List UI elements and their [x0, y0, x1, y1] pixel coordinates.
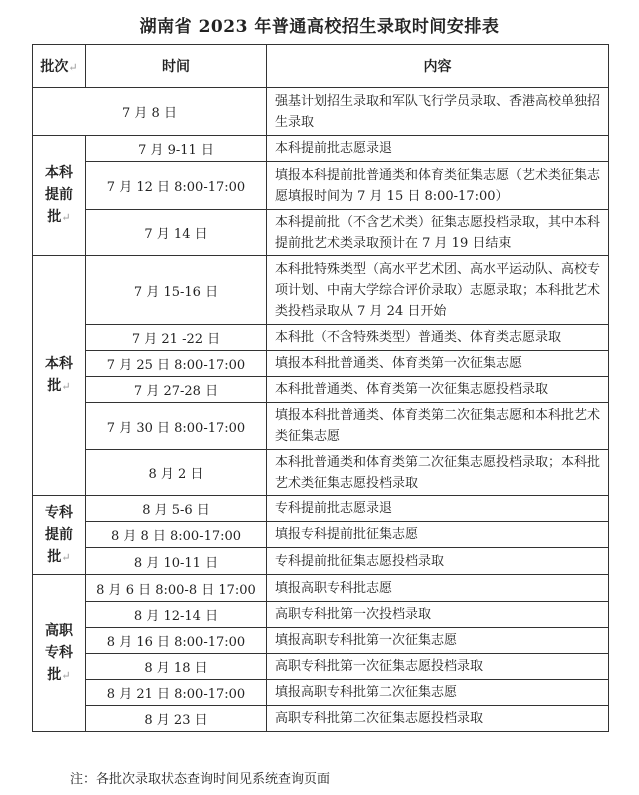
time-cell: 7 月 9-11 日	[86, 136, 267, 162]
table-row	[33, 628, 609, 654]
time-cell: 7 月 14 日	[86, 210, 267, 256]
header-content: 内容	[267, 45, 609, 88]
time-cell: 7 月 27-28 日	[86, 377, 267, 403]
time-cell: 8 月 2 日	[86, 450, 267, 496]
table-row	[33, 654, 609, 680]
time-cell: 8 月 5-6 日	[86, 496, 267, 522]
table-row	[33, 403, 609, 450]
time-cell: 8 月 8 日 8:00-17:00	[86, 522, 267, 548]
batch-cell-benke-tiqian: 本科 提前 批↵	[33, 136, 86, 256]
table-row	[33, 602, 609, 628]
time-cell: 8 月 10-11 日	[86, 548, 267, 575]
content-cell: 高职专科批第一次投档录取	[267, 602, 609, 628]
content-cell: 填报高职专科批第一次征集志愿	[267, 628, 609, 654]
content-cell: 本科批特殊类型（高水平艺术团、高水平运动队、高校专项计划、中南大学综合评价录取）志愿录取；本科批艺术类投档录取从 7 月 24 日开始	[267, 256, 609, 325]
footnote: 注：各批次录取状态查询时间见系统查询页面	[70, 772, 331, 787]
schedule-table	[32, 44, 609, 732]
content-cell: 填报本科提前批普通类和体育类征集志愿（艺术类征集志愿填报时间为 7 月 15 日 8:00-17:00）	[267, 162, 609, 210]
table-row	[33, 325, 609, 351]
table-row	[33, 522, 609, 548]
table-row	[33, 575, 609, 602]
table-row	[33, 706, 609, 732]
batch-cell-benke: 本科 批↵	[33, 256, 86, 496]
table-row	[33, 680, 609, 706]
content-cell: 本科提前批志愿录退	[267, 136, 609, 162]
content-cell: 本科批普通类和体育类第二次征集志愿投档录取；本科批艺术类征集志愿投档录取	[267, 450, 609, 496]
content-cell: 专科提前批志愿录退	[267, 496, 609, 522]
content-cell: 填报本科批普通类、体育类第一次征集志愿	[267, 351, 609, 377]
content-cell: 本科批（不含特殊类型）普通类、体育类志愿录取	[267, 325, 609, 351]
page-title: 湖南省 2023 年普通高校招生录取时间安排表	[139, 17, 500, 37]
time-cell: 7 月 15-16 日	[86, 256, 267, 325]
time-cell: 7 月 12 日 8:00-17:00	[86, 162, 267, 210]
table-row	[33, 210, 609, 256]
time-cell: 8 月 12-14 日	[86, 602, 267, 628]
content-cell: 本科批普通类、体育类第一次征集志愿投档录取	[267, 377, 609, 403]
header-batch: 批次↵	[33, 45, 86, 88]
content-cell: 高职专科批第二次征集志愿投档录取	[267, 706, 609, 732]
table-row	[33, 136, 609, 162]
time-cell: 7 月 21 -22 日	[86, 325, 267, 351]
time-cell: 8 月 6 日 8:00-8 日 17:00	[86, 575, 267, 602]
content-cell: 高职专科批第一次征集志愿投档录取	[267, 654, 609, 680]
time-cell: 8 月 16 日 8:00-17:00	[86, 628, 267, 654]
content-cell: 填报高职专科批志愿	[267, 575, 609, 602]
table-row	[33, 351, 609, 377]
content-cell: 填报高职专科批第二次征集志愿	[267, 680, 609, 706]
content-cell: 本科提前批（不含艺术类）征集志愿投档录取，其中本科提前批艺术类录取预计在 7 月 19 日结束	[267, 210, 609, 256]
time-cell: 7 月 30 日 8:00-17:00	[86, 403, 267, 450]
table-row	[33, 377, 609, 403]
content-cell: 填报专科提前批征集志愿	[267, 522, 609, 548]
table-row	[33, 548, 609, 575]
header-time: 时间	[86, 45, 267, 88]
table-row	[33, 450, 609, 496]
time-cell: 8 月 21 日 8:00-17:00	[86, 680, 267, 706]
header-row	[33, 45, 609, 88]
time-cell: 8 月 18 日	[86, 654, 267, 680]
content-cell: 专科提前批征集志愿投档录取	[267, 548, 609, 575]
batch-cell-zhuanke-tiqian: 专科 提前 批↵	[33, 496, 86, 575]
content-cell: 填报本科批普通类、体育类第二次征集志愿和本科批艺术类征集志愿	[267, 403, 609, 450]
table-row	[33, 162, 609, 210]
batch-cell-gaozhi-zhuanke: 高职 专科 批↵	[33, 575, 86, 732]
time-cell: 7 月 25 日 8:00-17:00	[86, 351, 267, 377]
table-row	[33, 88, 609, 136]
time-cell: 8 月 23 日	[86, 706, 267, 732]
table-row	[33, 496, 609, 522]
table-row	[33, 256, 609, 325]
time-cell: 7 月 8 日	[33, 88, 267, 136]
content-cell: 强基计划招生录取和军队飞行学员录取、香港高校单独招生录取	[267, 88, 609, 136]
